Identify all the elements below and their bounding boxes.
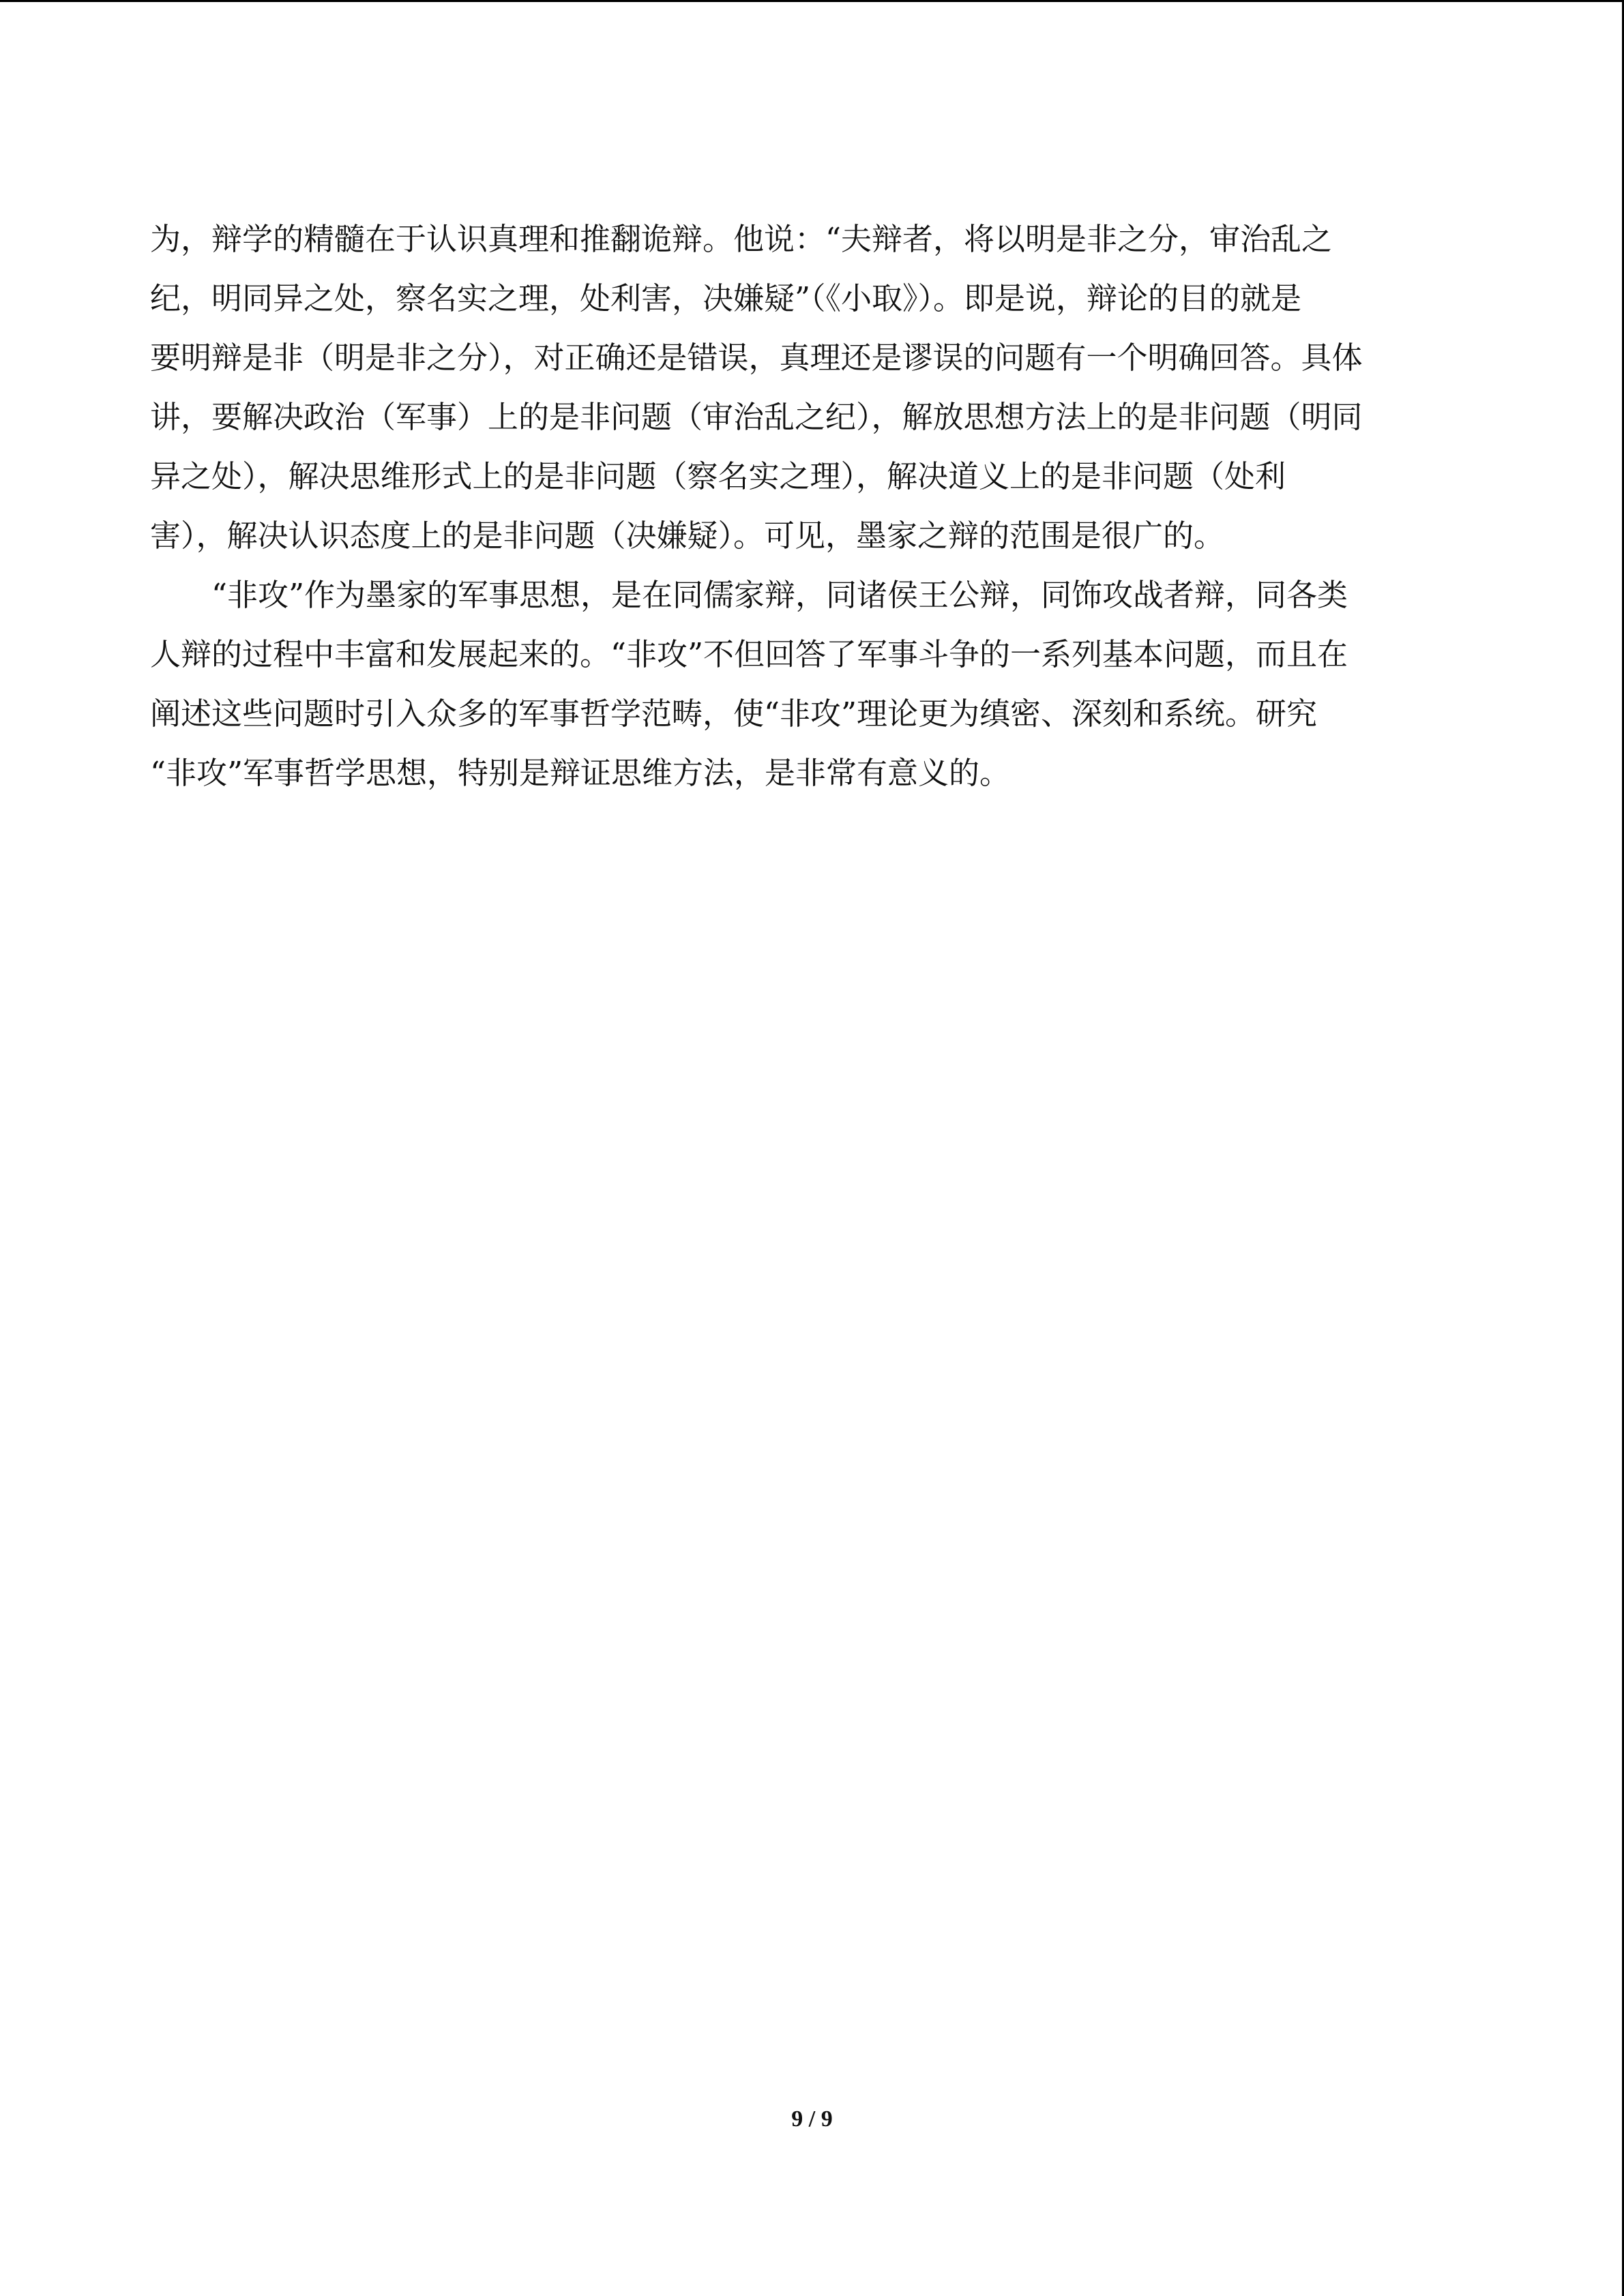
text-line: “非攻”军事哲学思想，特别是辩证思维方法，是非常有意义的。	[150, 755, 1011, 791]
text-line: 阐述这些问题时引入众多的军事哲学范畴，使“非攻”理论更为缜密、深刻和系统。研究	[150, 696, 1318, 732]
paragraph	[150, 565, 1473, 803]
body-text	[150, 209, 1473, 803]
text-line: 要明辩是非（明是非之分），对正确还是错误，真理还是谬误的问题有一个明确回答。具体	[150, 340, 1363, 376]
text-line: 人辩的过程中丰富和发展起来的。“非攻”不但回答了军事斗争的一系列基本问题，而且在	[150, 636, 1348, 672]
text-line: 为，辩学的精髓在于认识真理和推翻诡辩。他说：“夫辩者，将以明是非之分，审治乱之	[150, 221, 1333, 257]
paragraph	[150, 209, 1473, 565]
text-line: 异之处），解决思维形式上的是非问题（察名实之理），解决道义上的是非问题（处利	[150, 458, 1286, 494]
text-line: “非攻”作为墨家的军事思想，是在同儒家辩，同诸侯王公辩，同饰攻战者辩，同各类	[150, 577, 1348, 613]
page-number: 9 / 9	[791, 2106, 833, 2132]
text-line: 害），解决认识态度上的是非问题（决嫌疑）。可见，墨家之辩的范围是很广的。	[150, 518, 1225, 554]
text-line: 纪，明同异之处，察名实之理，处利害，决嫌疑”（《小取》）。即是说，辩论的目的就是	[150, 280, 1302, 316]
text-line: 讲，要解决政治（军事）上的是非问题（审治乱之纪），解放思想方法上的是非问题（明同	[150, 399, 1363, 435]
